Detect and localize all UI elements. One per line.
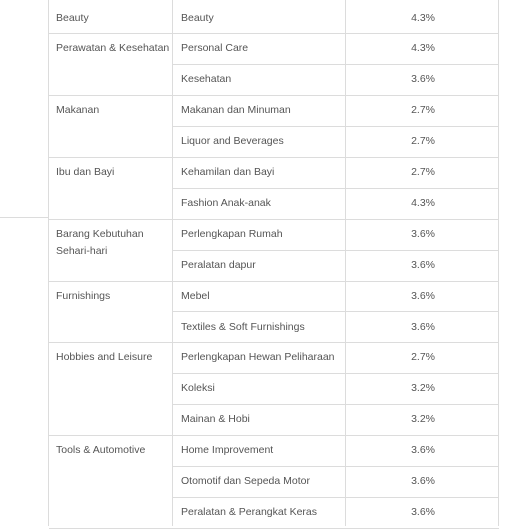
commission-rate: 3.6% [411,73,435,86]
group-divider [49,33,499,34]
subcategory-label: Peralatan dapur [181,258,256,271]
subcategory-label: Beauty [181,11,214,24]
table-right-border [498,0,499,526]
row-divider [173,373,499,374]
row-divider [173,188,499,189]
subcategory-label: Kehamilan dan Bayi [181,166,275,178]
commission-rate: 3.2% [411,413,435,426]
category-label: Furnishings [56,289,111,302]
category-label: Makanan [56,104,100,117]
row-divider [173,311,499,312]
commission-rate: 3.6% [411,258,435,271]
commission-rate: 2.7% [411,351,435,364]
subcategory-label: Koleksi [181,382,215,395]
category-label: Hobbies and Leisure [56,351,153,364]
subcategory-label: Perlengkapan Hewan Peliharaan [181,351,335,364]
category-label: Barang Kebutuhan [56,227,144,240]
subcategory-label: Kesehatan [181,73,232,86]
commission-rate: 4.3% [411,42,435,55]
column-divider-middle [172,0,173,526]
subcategory-label: Liquor and Beverages [181,135,284,148]
group-divider [49,219,499,220]
subcategory-label: Mebel [181,289,210,302]
category-label: Beauty [56,11,89,24]
subcategory-label: Otomotif dan Sepeda Motor [181,475,310,487]
row-divider [173,466,499,467]
category-label: Ibu dan Bayi [56,166,115,178]
subcategory-label: Makanan dan Minuman [181,104,291,117]
subcategory-label: Textiles & Soft Furnishings [181,320,305,333]
column-divider-left [48,0,49,526]
commission-rate: 3.6% [411,320,435,333]
commission-rate: 4.3% [411,196,435,209]
subcategory-label: Fashion Anak-anak [181,196,271,209]
section-divider [0,217,49,218]
commission-rate: 3.6% [411,475,435,487]
commission-rate: 3.6% [411,227,435,240]
commission-rate: 2.7% [411,166,435,178]
category-label: Sehari-hari [56,244,108,257]
group-divider [49,157,499,158]
subcategory-label: Mainan & Hobi [181,413,250,426]
commission-rate: 3.6% [411,505,435,518]
commission-rate: 2.7% [411,104,435,117]
subcategory-label: Perlengkapan Rumah [181,227,283,240]
group-divider [49,95,499,96]
commission-rate: 3.6% [411,289,435,302]
commission-rate: 2.7% [411,135,435,148]
commission-rate: 3.6% [411,444,435,457]
group-divider [49,281,499,282]
subcategory-label: Personal Care [181,42,249,55]
row-divider [173,64,499,65]
row-divider [173,126,499,127]
category-label: Tools & Automotive [56,444,146,457]
subcategory-label: Peralatan & Perangkat Keras [181,505,317,518]
group-divider [49,435,499,436]
commission-rate: 3.2% [411,382,435,395]
row-divider [173,497,499,498]
row-divider [173,404,499,405]
group-divider [49,342,499,343]
subcategory-label: Home Improvement [181,444,274,457]
row-divider [173,250,499,251]
category-label: Perawatan & Kesehatan [56,42,170,55]
commission-rate: 4.3% [411,11,435,24]
